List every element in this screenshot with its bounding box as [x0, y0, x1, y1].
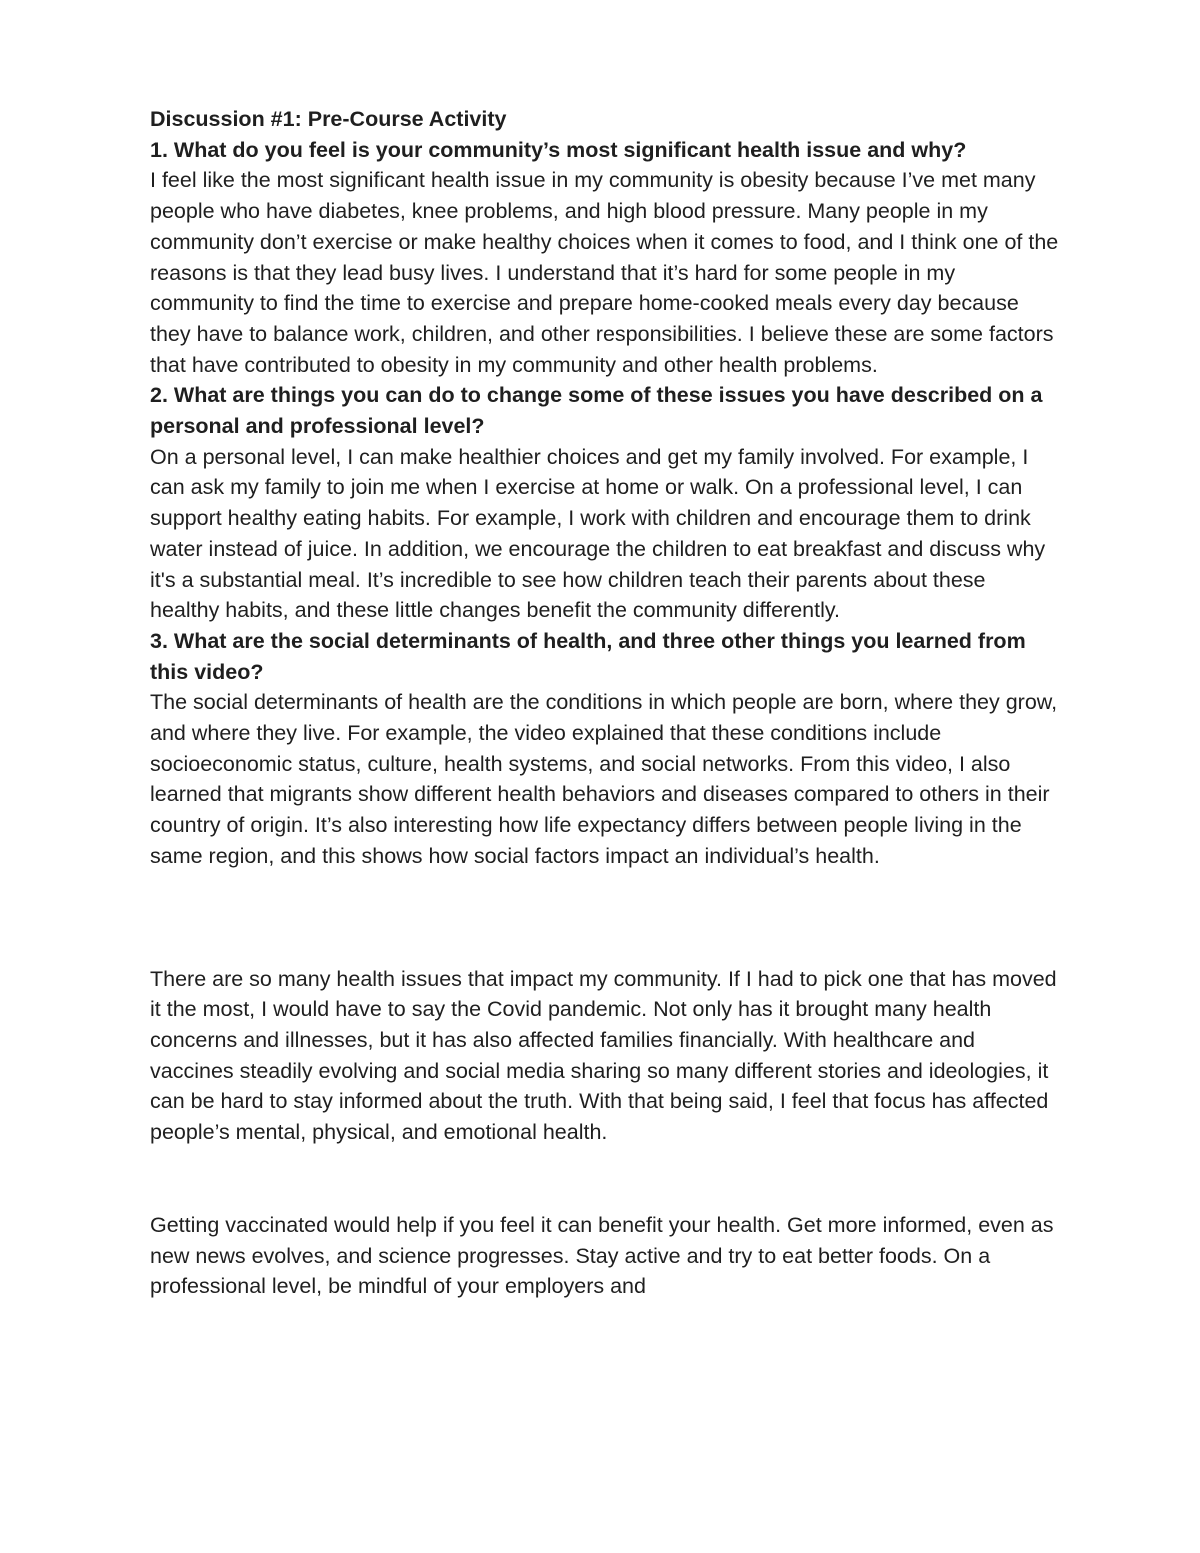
document-page	[150, 104, 1060, 1302]
additional-paragraph-covid: There are so many health issues that impact my community. If I had to pick one that has moved it the most, I would have to say the Covid pandemic. Not only has it brought many health concerns and illnesses, but it has also affected families financially. With healthcare and vaccines steadily evolving and social media sharing so many different stories and ideologies, it can be hard to stay informed about the truth. With that being said, I feel that focus has affected people’s mental, physical, and emotional health.	[150, 966, 1057, 1145]
answer-2: On a personal level, I can make healthier choices and get my family involved. For example, I can ask my family to join me when I exercise at home or walk. On a professional level, I can support healthy eating habits. For example, I work with children and encourage them to drink water instead of juice. In addition, we encourage the children to eat breakfast and discuss why it's a substantial meal. It’s incredible to see how children teach their parents about these healthy habits, and these little changes benefit the community differently.	[150, 444, 1046, 623]
question-2: 2. What are things you can do to change some of these issues you have described on a personal and professional level?	[150, 383, 1043, 439]
document-title: Discussion #1: Pre-Course Activity	[150, 107, 507, 131]
additional-paragraph-vaccination: Getting vaccinated would help if you feel it can benefit your health. Get more informed, even as new news evolves, and science progresses. Stay active and try to eat better foods. On a professional level, be mindful of your employers and	[150, 1212, 1054, 1299]
question-1: 1. What do you feel is your community’s most significant health issue and why?	[150, 137, 967, 162]
question-3: 3. What are the social determinants of health, and three other things you learned from this video?	[150, 628, 1026, 684]
answer-1: I feel like the most significant health issue in my community is obesity because I’ve met many people who have diabetes, knee problems, and high blood pressure. Many people in my community don’t exercise or make healthy choices when it comes to food, and I think one of the reasons is that they lead busy lives. I understand that it’s hard for some people in my community to find the time to exercise and prepare home-cooked meals every day because they have to balance work, children, and other responsibilities. I believe these are some factors that have contributed to obesity in my community and other health problems.	[150, 168, 1059, 377]
answer-3: The social determinants of health are the conditions in which people are born, where they grow, and where they live. For example, the video explained that these conditions include socioeconomic status, culture, health systems, and social networks. From this video, I also learned that migrants show different health behaviors and diseases compared to others in their country of origin. It’s also interesting how life expectancy differs between people living in the same region, and this shows how social factors impact an individual’s health.	[150, 690, 1058, 868]
